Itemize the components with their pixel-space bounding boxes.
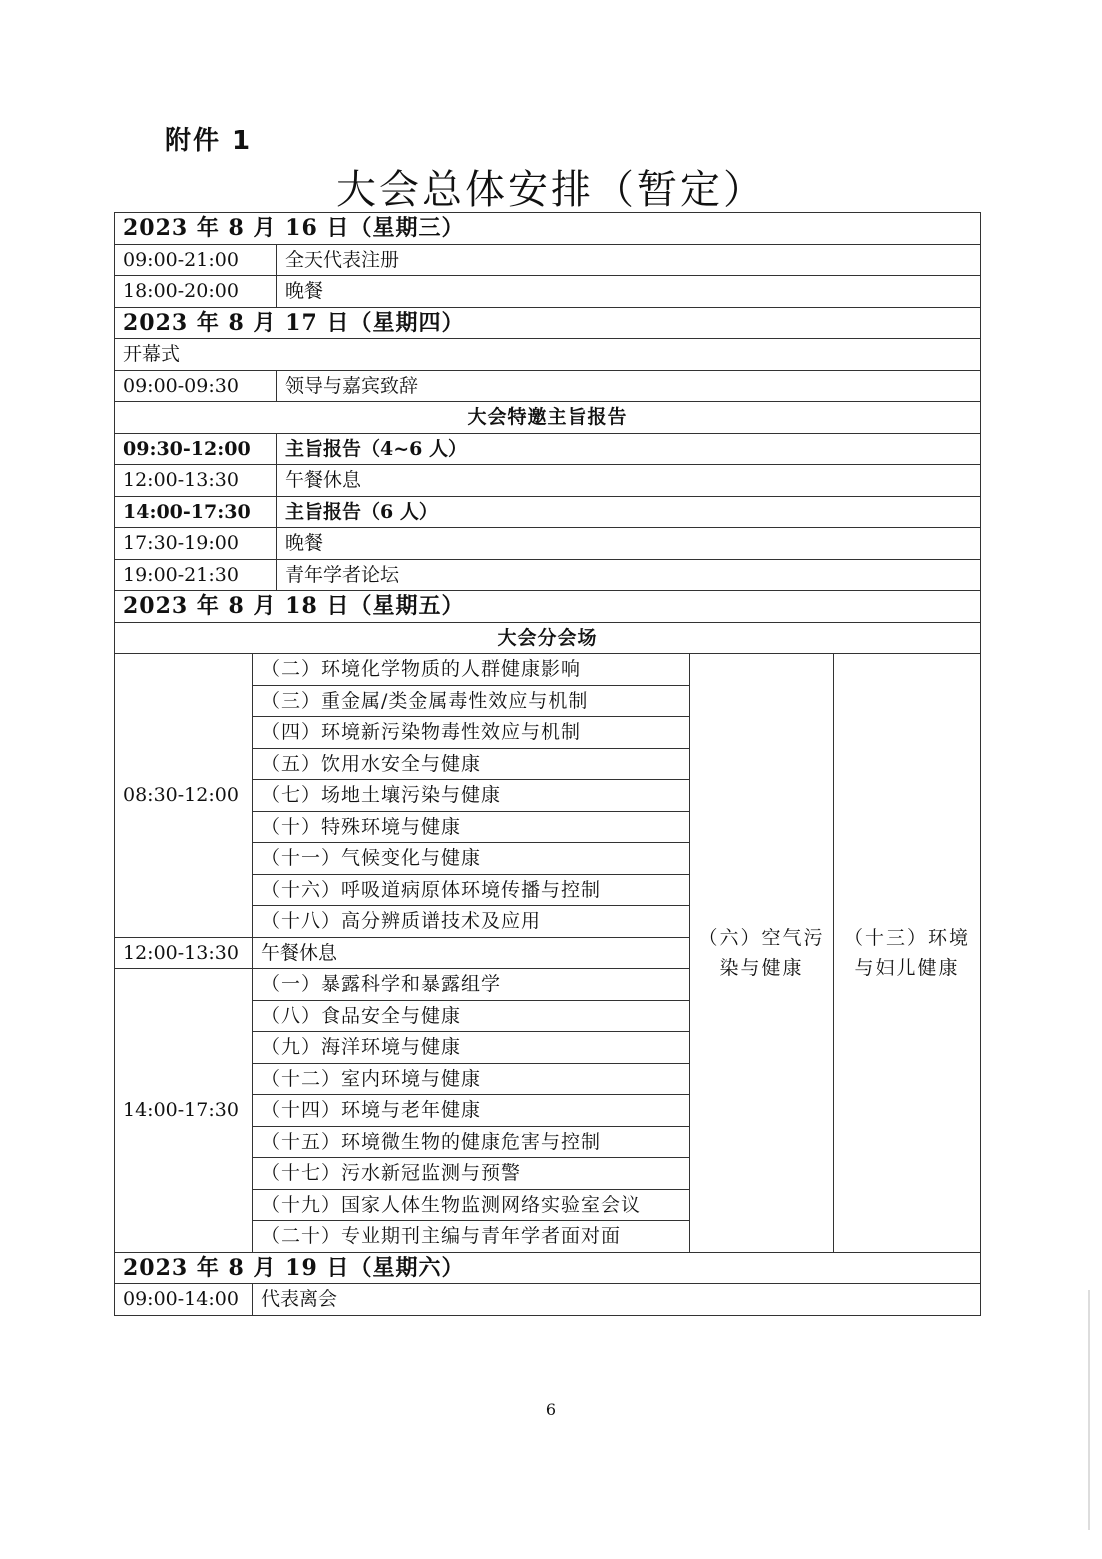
allday-session-maternal: （十三）环境与妇儿健康: [834, 654, 981, 1253]
schedule-row: [115, 559, 981, 591]
item-cell: 领导与嘉宾致辞: [277, 370, 981, 402]
time-cell: 09:00-21:00: [115, 244, 277, 276]
item-cell: 晚餐: [277, 528, 981, 560]
afternoon-time-cell: 14:00-17:30: [115, 969, 253, 1253]
page-number: 6: [545, 1400, 557, 1419]
schedule-table: [114, 212, 981, 1316]
session-cell: （八）食品安全与健康: [253, 1000, 690, 1032]
session-cell: （三）重金属/类金属毒性效应与机制: [253, 685, 690, 717]
schedule-row: [115, 528, 981, 560]
allday-session-air: （六）空气污染与健康: [690, 654, 834, 1253]
item-cell: 全天代表注册: [277, 244, 981, 276]
day-header-row: [115, 591, 981, 623]
day-header-row: [115, 1252, 981, 1284]
opening-label: 开幕式: [115, 339, 981, 371]
item-cell: 午餐休息: [277, 465, 981, 497]
time-cell: 09:00-14:00: [115, 1284, 253, 1316]
item-cell: 午餐休息: [253, 937, 690, 969]
time-cell: 18:00-20:00: [115, 276, 277, 308]
session-cell: （七）场地土壤污染与健康: [253, 780, 690, 812]
session-cell: （一）暴露科学和暴露组学: [253, 969, 690, 1001]
item-cell: 晚餐: [277, 276, 981, 308]
section-header-row: [115, 402, 981, 434]
session-cell: （五）饮用水安全与健康: [253, 748, 690, 780]
session-cell: （九）海洋环境与健康: [253, 1032, 690, 1064]
session-cell: （十六）呼吸道病原体环境传播与控制: [253, 874, 690, 906]
session-cell: （二）环境化学物质的人群健康影响: [253, 654, 690, 686]
time-cell: 09:00-09:30: [115, 370, 277, 402]
schedule-row: [115, 1284, 981, 1316]
schedule-row: [115, 244, 981, 276]
schedule-row: [115, 433, 981, 465]
session-cell: （十九）国家人体生物监测网络实验室会议: [253, 1189, 690, 1221]
time-cell: 12:00-13:30: [115, 465, 277, 497]
session-cell: （十五）环境微生物的健康危害与控制: [253, 1126, 690, 1158]
session-cell: （十二）室内环境与健康: [253, 1063, 690, 1095]
time-cell: 12:00-13:30: [115, 937, 253, 969]
day-date: 2023 年 8 月 16 日（星期三）: [115, 213, 981, 245]
day-date: 2023 年 8 月 18 日（星期五）: [115, 591, 981, 623]
session-cell: （十）特殊环境与健康: [253, 811, 690, 843]
item-cell: 青年学者论坛: [277, 559, 981, 591]
session-cell: （十四）环境与老年健康: [253, 1095, 690, 1127]
section-header-row: [115, 622, 981, 654]
day-date: 2023 年 8 月 17 日（星期四）: [115, 307, 981, 339]
time-cell: 17:30-19:00: [115, 528, 277, 560]
attachment-label: 附件 1: [165, 126, 253, 156]
session-cell: （二十）专业期刊主编与青年学者面对面: [253, 1221, 690, 1253]
schedule-row: [115, 276, 981, 308]
session-cell: （十七）污水新冠监测与预警: [253, 1158, 690, 1190]
sessions-header: 大会分会场: [115, 622, 981, 654]
time-cell: 09:30-12:00: [115, 433, 277, 465]
session-cell: （四）环境新污染物毒性效应与机制: [253, 717, 690, 749]
day-header-row: [115, 213, 981, 245]
keynote-header: 大会特邀主旨报告: [115, 402, 981, 434]
schedule-row: [115, 465, 981, 497]
morning-time-cell: 08:30-12:00: [115, 654, 253, 938]
session-row: [115, 654, 981, 686]
item-cell: 主旨报告（4~6 人）: [277, 433, 981, 465]
day-header-row: [115, 307, 981, 339]
session-cell: （十一）气候变化与健康: [253, 843, 690, 875]
opening-row: [115, 339, 981, 371]
time-cell: 19:00-21:30: [115, 559, 277, 591]
time-cell: 14:00-17:30: [115, 496, 277, 528]
schedule-row: [115, 370, 981, 402]
scan-edge-line: [1088, 1290, 1090, 1530]
item-cell: 主旨报告（6 人）: [277, 496, 981, 528]
session-cell: （十八）高分辨质谱技术及应用: [253, 906, 690, 938]
day-date: 2023 年 8 月 19 日（星期六）: [115, 1252, 981, 1284]
schedule-row: [115, 496, 981, 528]
item-cell: 代表离会: [253, 1284, 981, 1316]
document-title: 大会总体安排（暂定）: [336, 167, 766, 213]
